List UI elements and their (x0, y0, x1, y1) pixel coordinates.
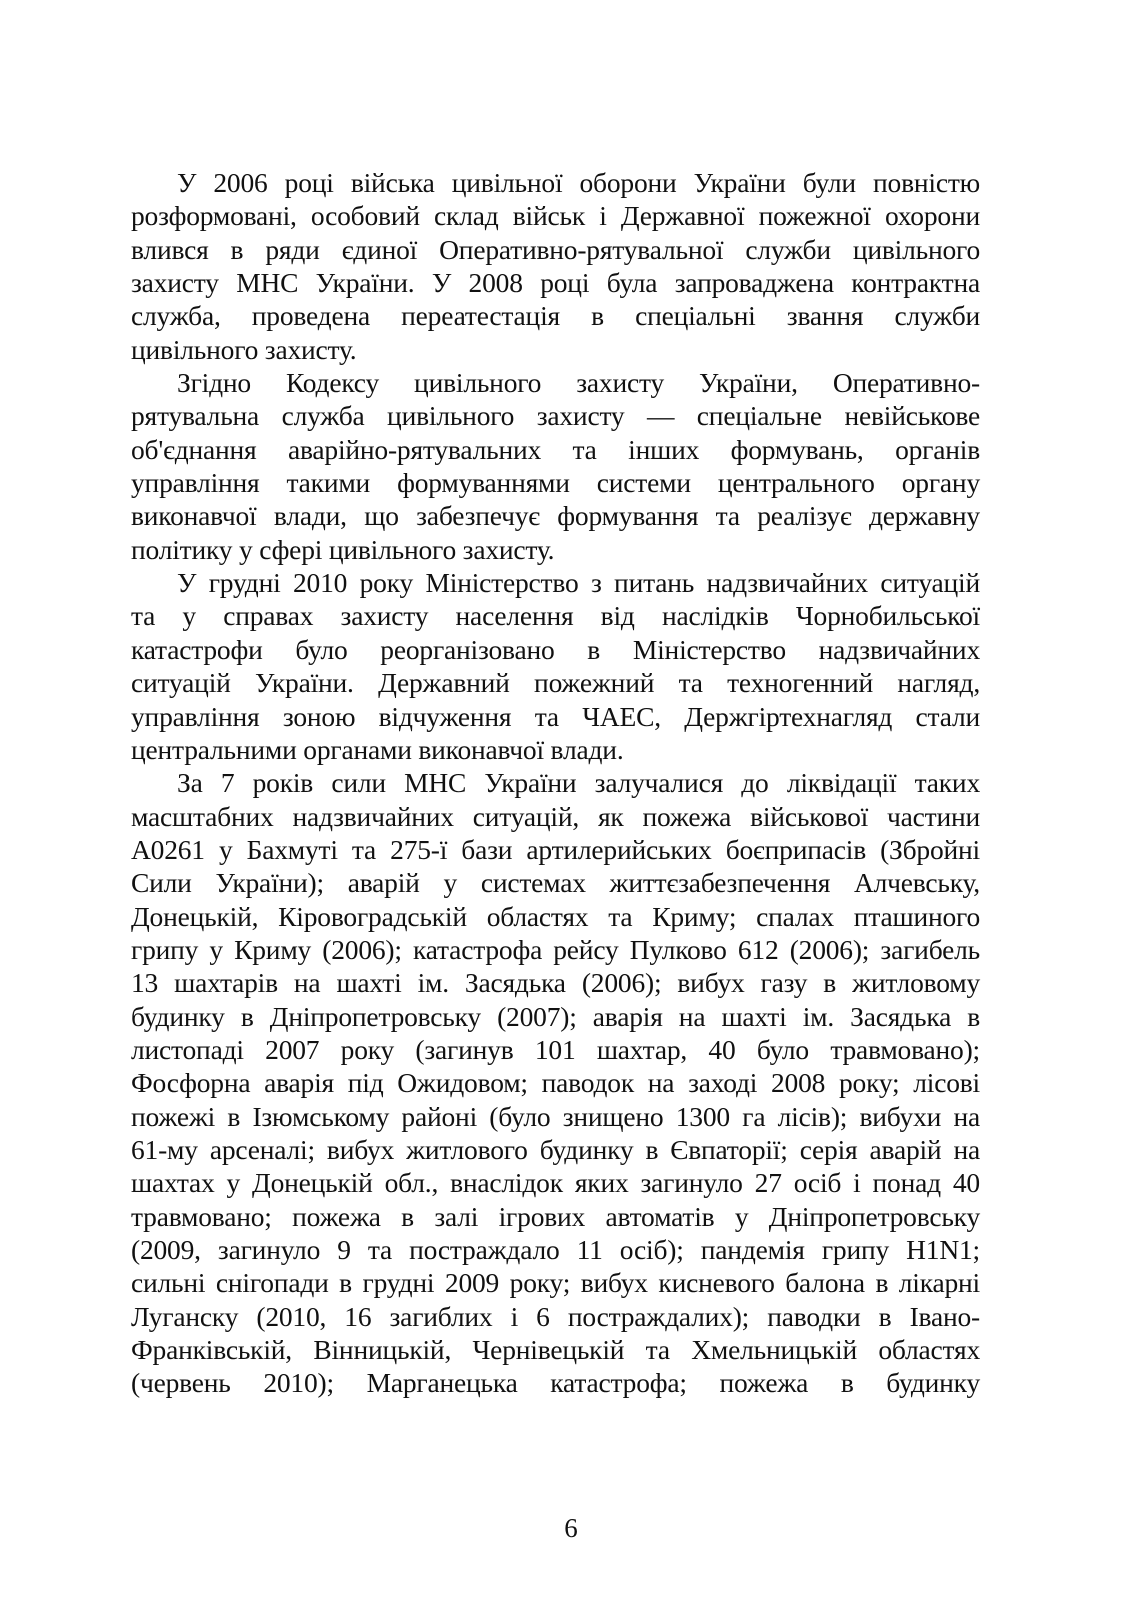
text-line: служба, проведена переатестація в спеціальні звання служби (131, 300, 980, 332)
text-line: влився в ряди єдиної Оперативно-рятувальної служби цивільного (131, 233, 980, 265)
paragraph-2 (131, 366, 980, 566)
text-line: 61-му арсеналі; вибух житлового будинку в Євпаторії; серія аварій на (131, 1133, 980, 1165)
body-text (131, 166, 980, 1400)
text-line: Сили України); аварій у системах життєзабезпечення Алчевську, (131, 867, 980, 899)
text-line: сильні снігопади в грудні 2009 року; вибух кисневого балона в лікарні (131, 1267, 980, 1299)
text-line: розформовані, особовий склад військ і Державної пожежної охорони (131, 200, 980, 232)
paragraph-3 (131, 566, 980, 766)
paragraph-4 (131, 766, 980, 1400)
page-number: 6 (564, 1513, 578, 1543)
text-line: рятувальна служба цивільного захисту — спеціальне невійськове (131, 400, 980, 432)
text-line: шахтах у Донецькій обл., внаслідок яких загинуло 27 осіб і понад 40 (131, 1167, 980, 1199)
text-line: Фосфорна аварія під Ожидовом; паводок на заході 2008 року; лісові (131, 1067, 980, 1099)
text-line: будинку в Дніпропетровську (2007); аварія на шахті ім. Засядька в (131, 1000, 980, 1032)
text-line: (2009, загинуло 9 та постраждало 11 осіб); пандемія грипу H1N1; (131, 1234, 980, 1265)
text-line: об'єднання аварійно-рятувальних та інших формувань, органів (131, 433, 980, 465)
text-line: (червень 2010); Марганецька катастрофа; пожежа в будинку (131, 1367, 980, 1399)
paragraph-1 (131, 166, 980, 366)
text-line: та у справах захисту населення від наслідків Чорнобильської (131, 600, 980, 632)
text-line: масштабних надзвичайних ситуацій, як пожежа військової частини (131, 800, 980, 832)
text-line: центральними органами виконавчої влади. (131, 733, 624, 765)
text-line: А0261 у Бахмуті та 275-ї бази артилерийських боєприпасів (Збройні (131, 833, 980, 865)
text-line: виконавчої влади, що забезпечує формування та реалізує державну (131, 500, 980, 532)
text-line: ситуацій України. Державний пожежний та техногенний нагляд, (131, 667, 980, 699)
text-line: У грудні 2010 року Міністерство з питань надзвичайних ситуацій (177, 567, 980, 599)
text-line: Луганску (2010, 16 загиблих і 6 постраждалих); паводки в Івано- (131, 1300, 980, 1332)
text-line: Донецькій, Кіровоградській областях та Криму; спалах пташиного (131, 900, 980, 932)
text-line: управління зоною відчуження та ЧАЕС, Держгіртехнагляд стали (131, 700, 980, 732)
text-line: листопаді 2007 року (загинув 101 шахтар, 40 було травмовано); (131, 1033, 980, 1065)
text-line: захисту МНС України. У 2008 році була запроваджена контрактна (131, 267, 980, 299)
text-line: управління такими формуваннями системи центрального органу (131, 467, 980, 499)
text-line: Згідно Кодексу цивільного захисту України, Оперативно- (177, 367, 980, 399)
text-line: грипу у Криму (2006); катастрофа рейсу Пулково 612 (2006); загибель (131, 933, 980, 965)
text-line: травмовано; пожежа в залі ігрових автоматів у Дніпропетровську (131, 1200, 980, 1232)
text-line: 13 шахтарів на шахті ім. Засядька (2006); вибух газу в житловому (131, 967, 980, 999)
text-line: політику у сфері цивільного захисту. (131, 533, 555, 565)
text-line: катастрофи було реорганізовано в Міністерство надзвичайних (131, 633, 980, 665)
text-line: Франківській, Вінницькій, Чернівецькій та Хмельницькій областях (131, 1334, 980, 1366)
text-line: За 7 років сили МНС України залучалися до ліквідації таких (177, 767, 980, 799)
text-line: цивільного захисту. (131, 333, 357, 365)
text-line: У 2006 році війська цивільної оборони України були повністю (177, 167, 980, 198)
text-line: пожежі в Ізюмському районі (було знищено 1300 га лісів); вибухи на (131, 1100, 980, 1132)
